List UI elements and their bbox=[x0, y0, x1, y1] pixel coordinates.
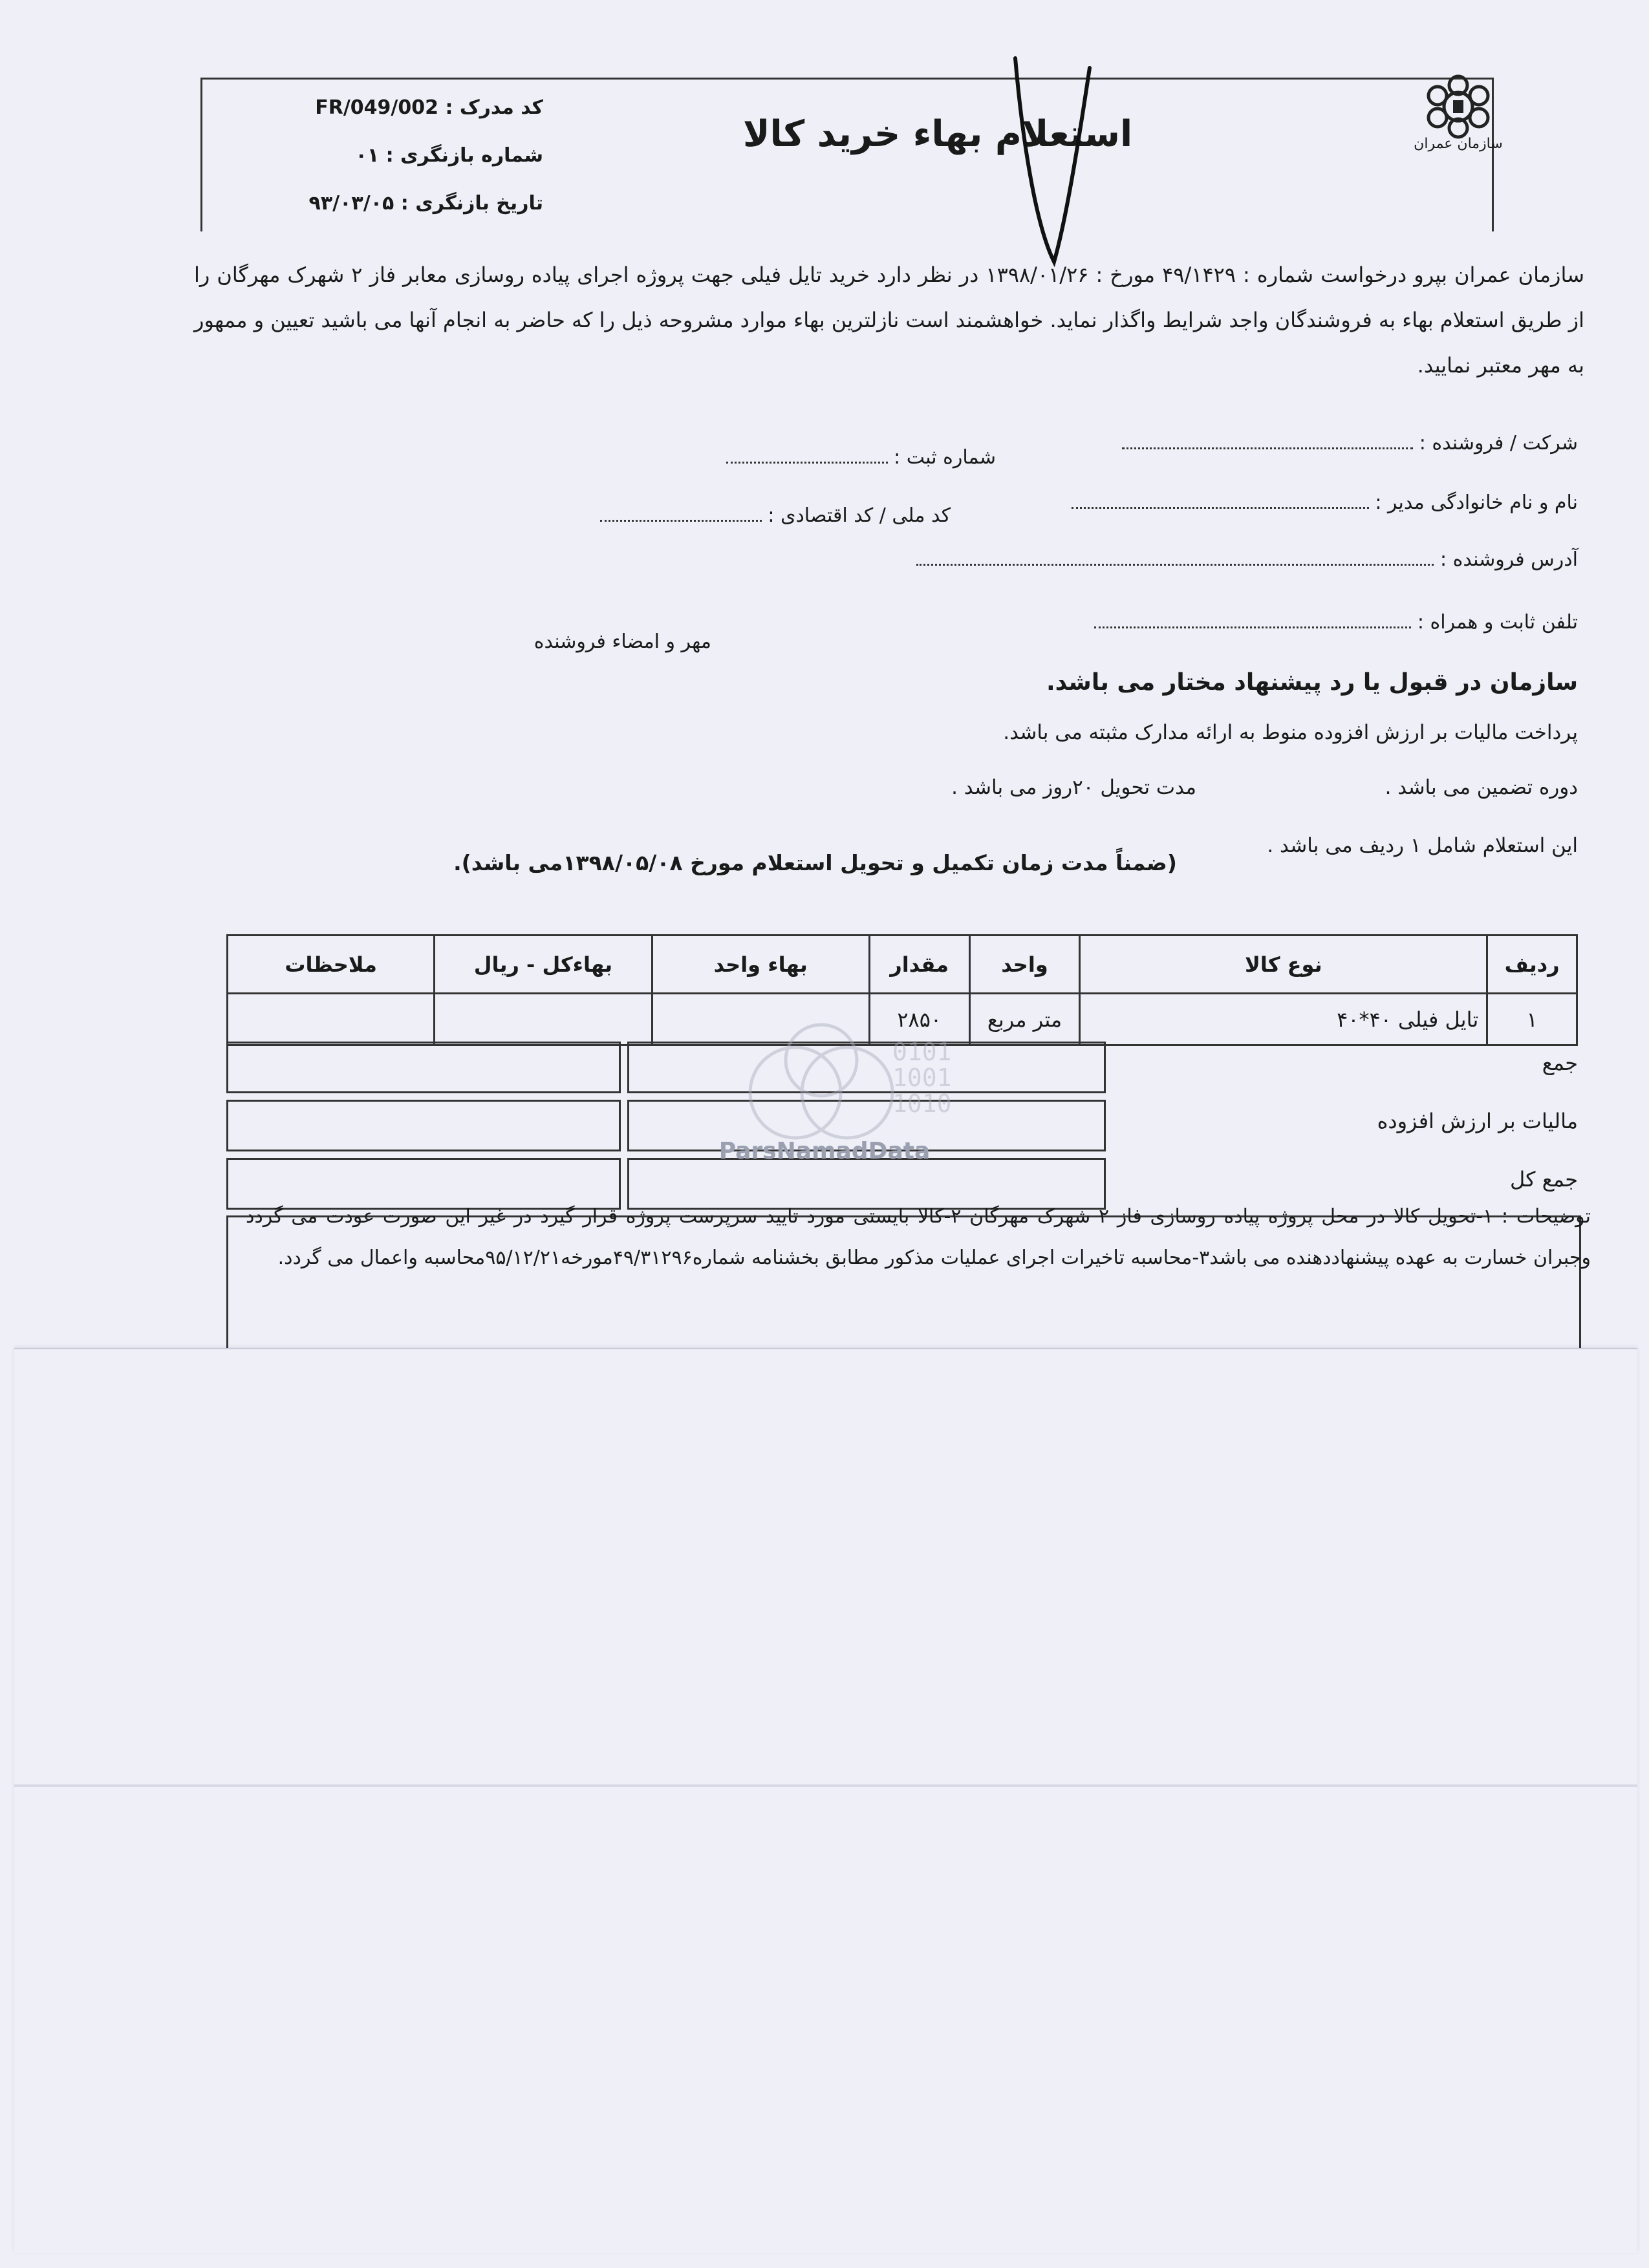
sum-box-amount bbox=[226, 1042, 621, 1093]
header-item: نوع کالا bbox=[1080, 936, 1487, 994]
header-row-no: ردیف bbox=[1487, 936, 1577, 994]
revision-number: شماره بازنگری : ۰۱ bbox=[355, 144, 543, 167]
paper-fold-line bbox=[14, 1784, 1637, 1787]
watermark-logo-icon bbox=[698, 1022, 952, 1215]
sum-label: جمع bbox=[1542, 1051, 1578, 1075]
phone-field bbox=[1094, 611, 1578, 634]
revision-date: تاریخ بازنگری : ۹۳/۰۳/۰۵ bbox=[308, 192, 543, 215]
page-title: استعلام بهاء خرید کالا bbox=[742, 113, 1133, 155]
header-notes: ملاحظات bbox=[228, 936, 435, 994]
cell-row-no: ۱ bbox=[1487, 994, 1577, 1045]
header-unit-price: بهاء واحد bbox=[652, 936, 869, 994]
notes-text: توضیحات : ۱-تحویل کالا در محل پروژه پیاده روسازی فاز ۲ شهرک مهرگان ۲-کالا بایستی مورد تایید سرپرست پروژه قرار گیرد در غیر این صورت عودت می گردد وجبران خسارت به عهده پیشنهاددهنده می باشد۳-محاسبه تاخیرات اجرای عملیات مذکور مطابق بخشنامه شماره۴۹/۳۱۲۹۶مورخه۹۵/۱۲/۲۱محاسبه واعمال می گردد. bbox=[246, 1205, 1591, 1269]
logo-caption: سازمان عمران bbox=[1414, 136, 1503, 152]
svg-text:0101: 0101 bbox=[892, 1038, 952, 1066]
svg-text:1010: 1010 bbox=[892, 1089, 952, 1118]
registration-dotted-line bbox=[726, 447, 888, 464]
cell-unit: متر مربع bbox=[969, 994, 1080, 1045]
registration-field bbox=[726, 446, 996, 469]
address-dotted-line bbox=[916, 549, 1434, 566]
address-label: آدرس فروشنده : bbox=[1439, 548, 1578, 571]
delivery-note: مدت تحویل ۲۰روز می باشد . bbox=[951, 776, 1196, 799]
organization-logo-icon bbox=[1413, 71, 1503, 168]
manager-dotted-line bbox=[1072, 492, 1369, 509]
deadline-note: (ضمناً مدت زمان تکمیل و تحویل استعلام مورخ ۱۳۹۸/۰۵/۰۸می باشد). bbox=[453, 850, 1177, 875]
svg-text:1001: 1001 bbox=[892, 1064, 952, 1092]
intro-paragraph: سازمان عمران بپرو درخواست شماره : ۴۹/۱۴۲۹ مورخ : ۱۳۹۸/۰۱/۲۶ در نظر دارد خرید تایل فیلی جهت پروژه اجرای پیاده روسازی معابر فاز ۲ شهرک مهرگان را از طریق استعلام بهاء به فروشندگان واجد شرایط واگذار نماید. خواهشمند است نازلترین بهاء موارد مشروحه ذیل را که حاضر به انجام آنها می باشید تعیین و ممهور به مهر معتبر نمایید. bbox=[194, 262, 1585, 378]
registration-label: شماره ثبت : bbox=[894, 446, 996, 469]
doc-code: کد مدرک : FR/049/002 bbox=[315, 96, 543, 119]
phone-dotted-line bbox=[1094, 612, 1411, 628]
grand-total-label: جمع کل bbox=[1510, 1167, 1578, 1192]
company-label: شرکت / فروشنده : bbox=[1419, 432, 1578, 455]
phone-label: تلفن ثابت و همراه : bbox=[1417, 611, 1578, 634]
national-code-field bbox=[600, 504, 951, 527]
cell-qty: ۲۸۵۰ bbox=[869, 994, 969, 1045]
national-code-dotted-line bbox=[600, 505, 762, 522]
watermark-brand: ParsNamadData bbox=[718, 1138, 931, 1164]
warranty-note: دوره تضمین می باشد . bbox=[1385, 776, 1578, 799]
manager-label: نام و نام خانوادگی مدیر : bbox=[1375, 491, 1578, 514]
table-header-row bbox=[228, 936, 1577, 994]
acceptance-note: سازمان در قبول یا رد پیشنهاد مختار می باشد. bbox=[1046, 669, 1578, 696]
vat-note: پرداخت مالیات بر ارزش افزوده منوط به ارائه مدارک مثبته می باشد. bbox=[1003, 721, 1578, 744]
rows-count-note: این استعلام شامل ۱ ردیف می باشد . bbox=[1267, 834, 1578, 857]
header-qty: مقدار bbox=[869, 936, 969, 994]
company-dotted-line bbox=[1122, 433, 1413, 449]
cover-sheet bbox=[14, 1348, 1637, 2253]
header-total: بهاءکل - ریال bbox=[435, 936, 652, 994]
vat-label: مالیات بر ارزش افزوده bbox=[1377, 1109, 1578, 1133]
company-field bbox=[1122, 432, 1578, 455]
header-meta bbox=[220, 84, 543, 228]
vat-box-amount bbox=[226, 1100, 621, 1151]
seal-label: مهر و امضاء فروشنده bbox=[534, 630, 711, 653]
header-unit: واحد bbox=[969, 936, 1080, 994]
national-code-label: کد ملی / کد اقتصادی : bbox=[768, 504, 951, 527]
cell-item: تایل فیلی ۴۰*۴۰ bbox=[1080, 994, 1487, 1045]
address-field bbox=[916, 548, 1578, 571]
handwritten-check-mark bbox=[1009, 55, 1099, 268]
manager-field bbox=[1072, 491, 1578, 514]
